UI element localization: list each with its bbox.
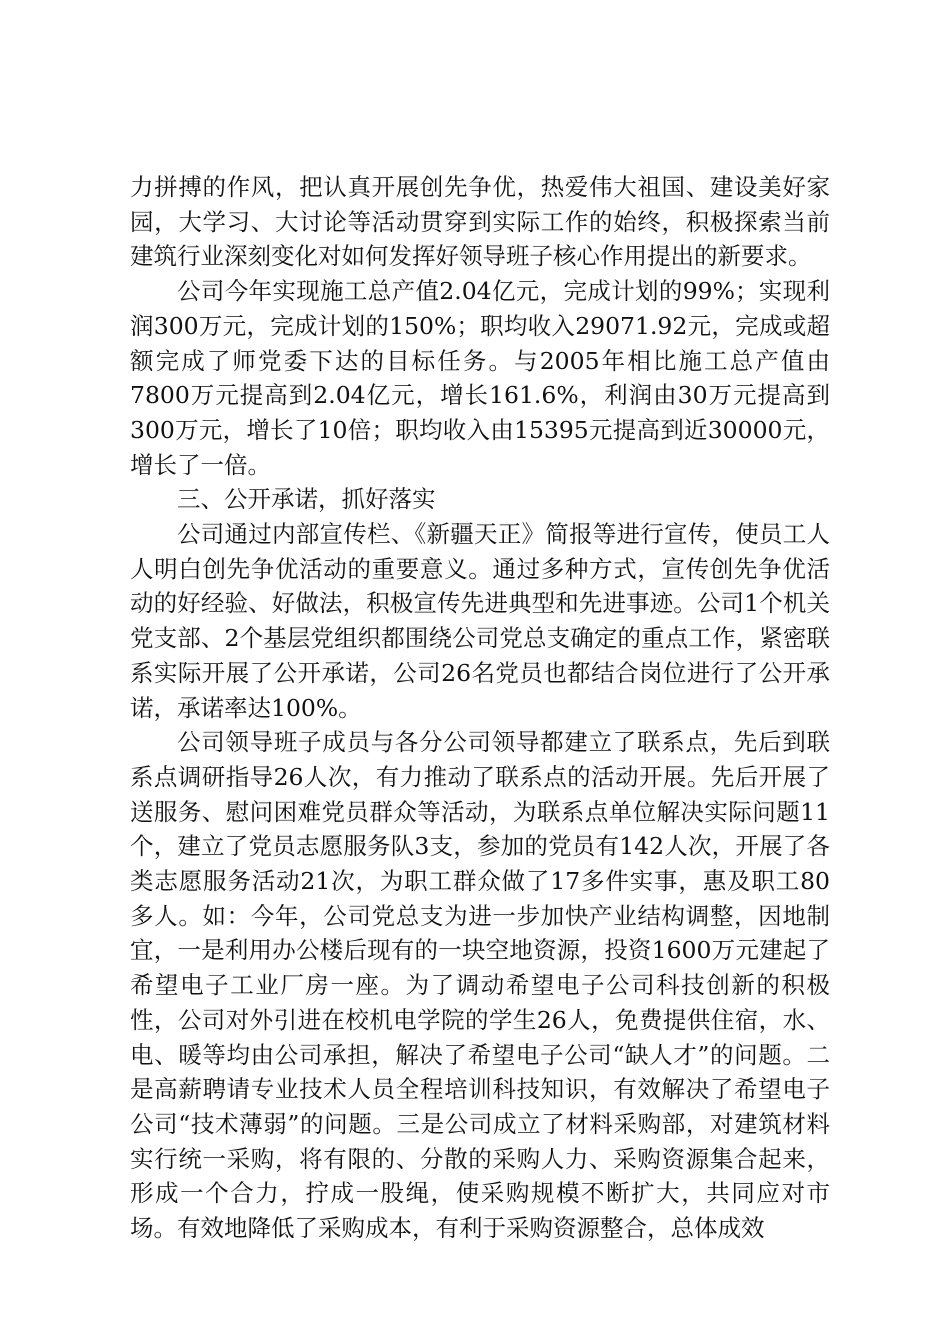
section-heading-public-commitment: 三、公开承诺，抓好落实 xyxy=(177,485,436,514)
paragraph-continuation: 力拼搏的作风，把认真开展创先争优，热爱伟大祖国、建设美好家园，大学习、大讨论等活动贯穿到实际工作的始终，积极探索当前建筑行业深刻变化对如何发挥好领导班子核心作用提出的新要求。 xyxy=(130,173,830,271)
document-body xyxy=(130,170,830,1246)
paragraph-publicity: 公司通过内部宣传栏、《新疆天正》简报等进行宣传，使员工人人明白创先争优活动的重要意义。通过多种方式，宣传创先争优活动的好经验、好做法，积极宣传先进典型和先进事迹。公司1个机关党支部、2个基层党组织都围绕公司党总支确定的重点工作，紧密联系实际开展了公开承诺，公司26名党员也都结合岗位进行了公开承诺，承诺率达100%。 xyxy=(130,520,830,722)
paragraph-output-results: 公司今年实现施工总产值2.04亿元，完成计划的99%；实现利润300万元，完成计划的150%；职均收入29071.92元，完成或超额完成了师党委下达的目标任务。与2005年相比施工总产值由7800万元提高到2.04亿元，增长161.6%，利润由30万元提高到300万元，增长了10倍；职均收入由15395元提高到近30000元，增长了一倍。 xyxy=(130,277,830,479)
paragraph-contact-points: 公司领导班子成员与各分公司领导都建立了联系点，先后到联系点调研指导26人次，有力推动了联系点的活动开展。先后开展了送服务、慰问困难党员群众等活动，为联系点单位解决实际问题11个，建立了党员志愿服务队3支，参加的党员有142人次，开展了各类志愿服务活动21次，为职工群众做了17多件实事，惠及职工80多人。如：今年，公司党总支为进一步加快产业结构调整，因地制宜，一是利用办公楼后现有的一块空地资源，投资1600万元建起了希望电子工业厂房一座。为了调动希望电子公司科技创新的积极性，公司对外引进在校机电学院的学生26人，免费提供住宿，水、电、暖等均由公司承担，解决了希望电子公司“缺人才”的问题。二是高薪聘请专业技术人员全程培训科技知识，有效解决了希望电子公司“技术薄弱”的问题。三是公司成立了材料采购部，对建筑材料实行统一采购，将有限的、分散的采购人力、采购资源集合起来，形成一个合力，拧成一股绳，使采购规模不断扩大，共同应对市场。有效地降低了采购成本，有利于采购资源整合，总体成效 xyxy=(130,728,830,1243)
